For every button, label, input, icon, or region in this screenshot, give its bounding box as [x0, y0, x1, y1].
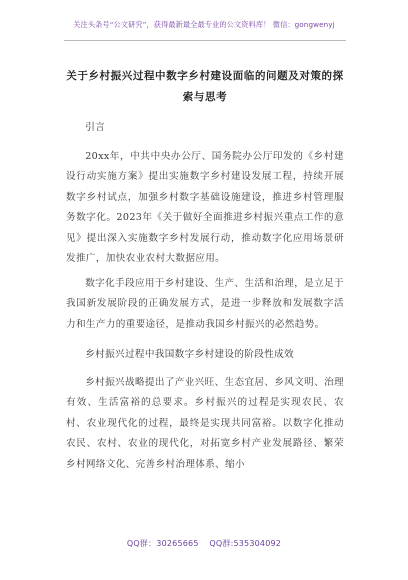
section-heading: 乡村振兴过程中我国数字乡村建设的阶段性成效 — [85, 349, 295, 360]
intro-label: 引言 — [85, 122, 106, 133]
paragraph-2: 数字化手段应用于乡村建设、生产、生活和治理，是立足于我国新发展阶段的正确发展方式，是进一步释放和发展数字活力和生产力的重要途径，是推动我国乡村振兴的必然趋势。 — [66, 277, 344, 330]
footer-qq-group-1: QQ群：30265665 — [126, 539, 199, 548]
document-title: 关于乡村振兴过程中数字乡村建设面临的问题及对策的探索与思考 — [66, 70, 344, 103]
section-paragraph: 乡村振兴战略提出了产业兴旺、生态宜居、乡风文明、治理有效、生活富裕的总要求。乡村振兴的过程是实现农民、农村、农业现代化的过程，最终是实现共同富裕。以数字化推动农民、农村、农业的现代化，对拓宽乡村产业发展路径、繁荣乡村网络文化、完善乡村治理体系、缩小 — [66, 376, 344, 470]
footer-contact — [0, 538, 408, 549]
paragraph-1: 20xx年，中共中央办公厅、国务院办公厅印发的《乡村建设行动实施方案》提出实施数字乡村建设发展工程，持续开展数字乡村试点，加强乡村数字基础设施建设，推进乡村管理服务数字化。2023年《关于做好全面推进乡村振兴重点工作的意见》提出深入实施数字乡村发展行动，推动数字化应用场景研发推广，加快农业农村大数据应用。 — [66, 150, 344, 264]
header-divider — [64, 40, 346, 41]
header-banner: 关注头条号“公文研究”，获得最新最全最专业的公文资料库！ 微信：gongwenyj — [73, 20, 335, 29]
footer-qq-group-2: QQ群:535304092 — [209, 539, 282, 548]
document-body — [66, 118, 344, 475]
